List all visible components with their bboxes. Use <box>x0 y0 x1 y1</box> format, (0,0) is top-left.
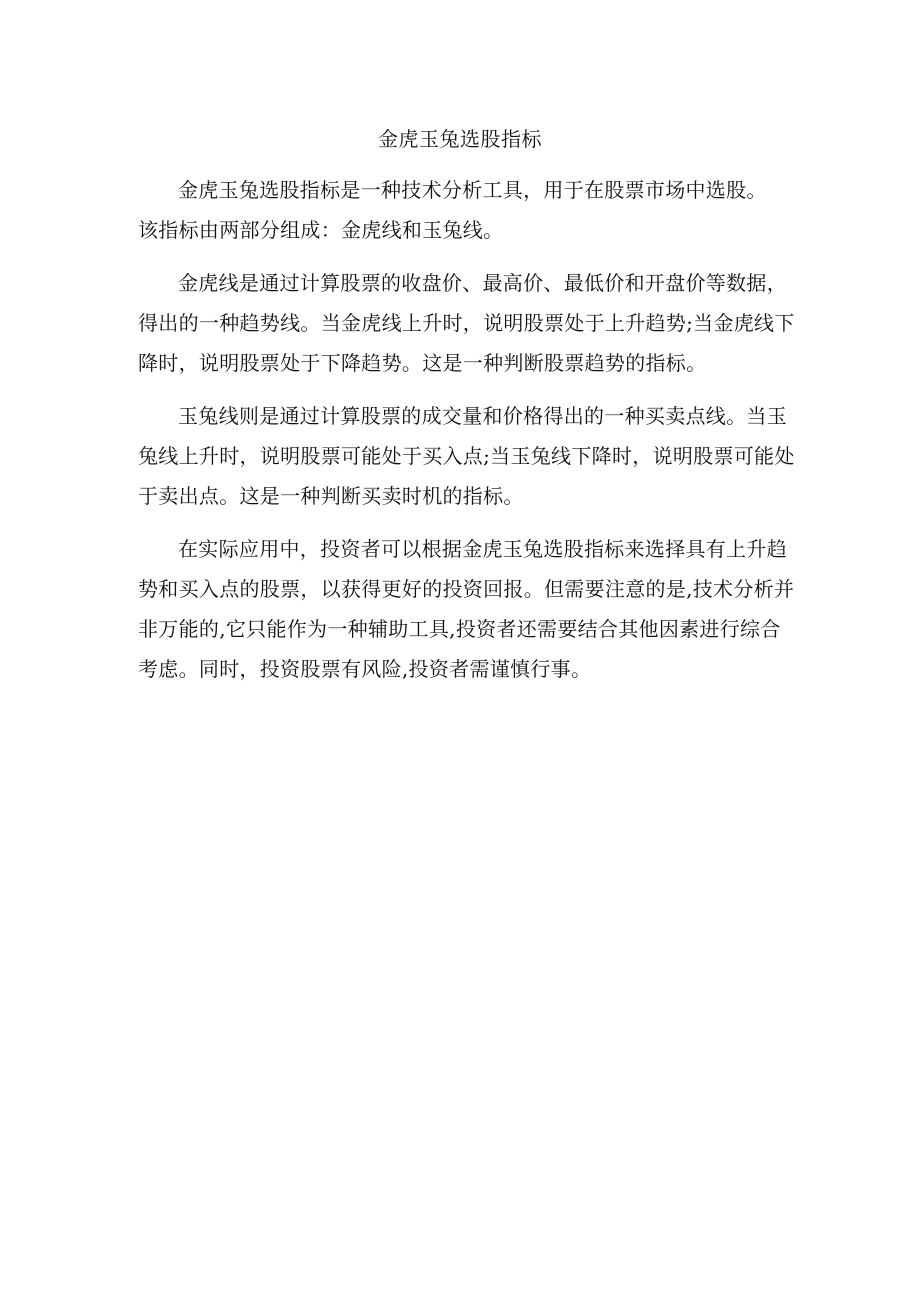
paragraph-line: 该指标由两部分组成：金虎线和玉兔线。 <box>138 218 504 242</box>
paragraph-line: 兔线上升时，说明股票可能处于买入点;当玉兔线下降时，说明股票可能处 <box>138 444 795 468</box>
paragraph-line: 得出的一种趋势线。当金虎线上升时，说明股票处于上升趋势;当金虎线下 <box>138 311 795 335</box>
paragraph-line: 考虑。同时，投资股票有风险,投资者需谨慎行事。 <box>138 657 592 681</box>
paragraph-line: 于卖出点。这是一种判断买卖时机的指标。 <box>138 484 524 508</box>
paragraph-jade-rabbit <box>138 396 794 516</box>
paragraph-line: 金虎玉兔选股指标是一种技术分析工具，用于在股票市场中选股。 <box>178 178 767 202</box>
paragraph-application <box>138 529 794 689</box>
document-title: 金虎玉兔选股指标 <box>378 127 542 151</box>
paragraph-line: 势和买入点的股票，以获得更好的投资回报。但需要注意的是,技术分析并 <box>138 577 795 601</box>
paragraph-line: 金虎线是通过计算股票的收盘价、最高价、最低价和开盘价等数据， <box>178 271 787 295</box>
paragraph-line: 降时，说明股票处于下降趋势。这是一种判断股票趋势的指标。 <box>138 351 707 375</box>
paragraph-golden-tiger <box>138 263 794 383</box>
paragraph-line: 在实际应用中，投资者可以根据金虎玉兔选股指标来选择具有上升趋 <box>178 537 787 561</box>
paragraph-line: 非万能的,它只能作为一种辅助工具,投资者还需要结合其他因素进行综合 <box>138 617 781 641</box>
paragraph-intro <box>138 170 794 250</box>
paragraph-line: 玉兔线则是通过计算股票的成交量和价格得出的一种买卖点线。当玉 <box>178 404 787 428</box>
document-body <box>138 170 794 689</box>
